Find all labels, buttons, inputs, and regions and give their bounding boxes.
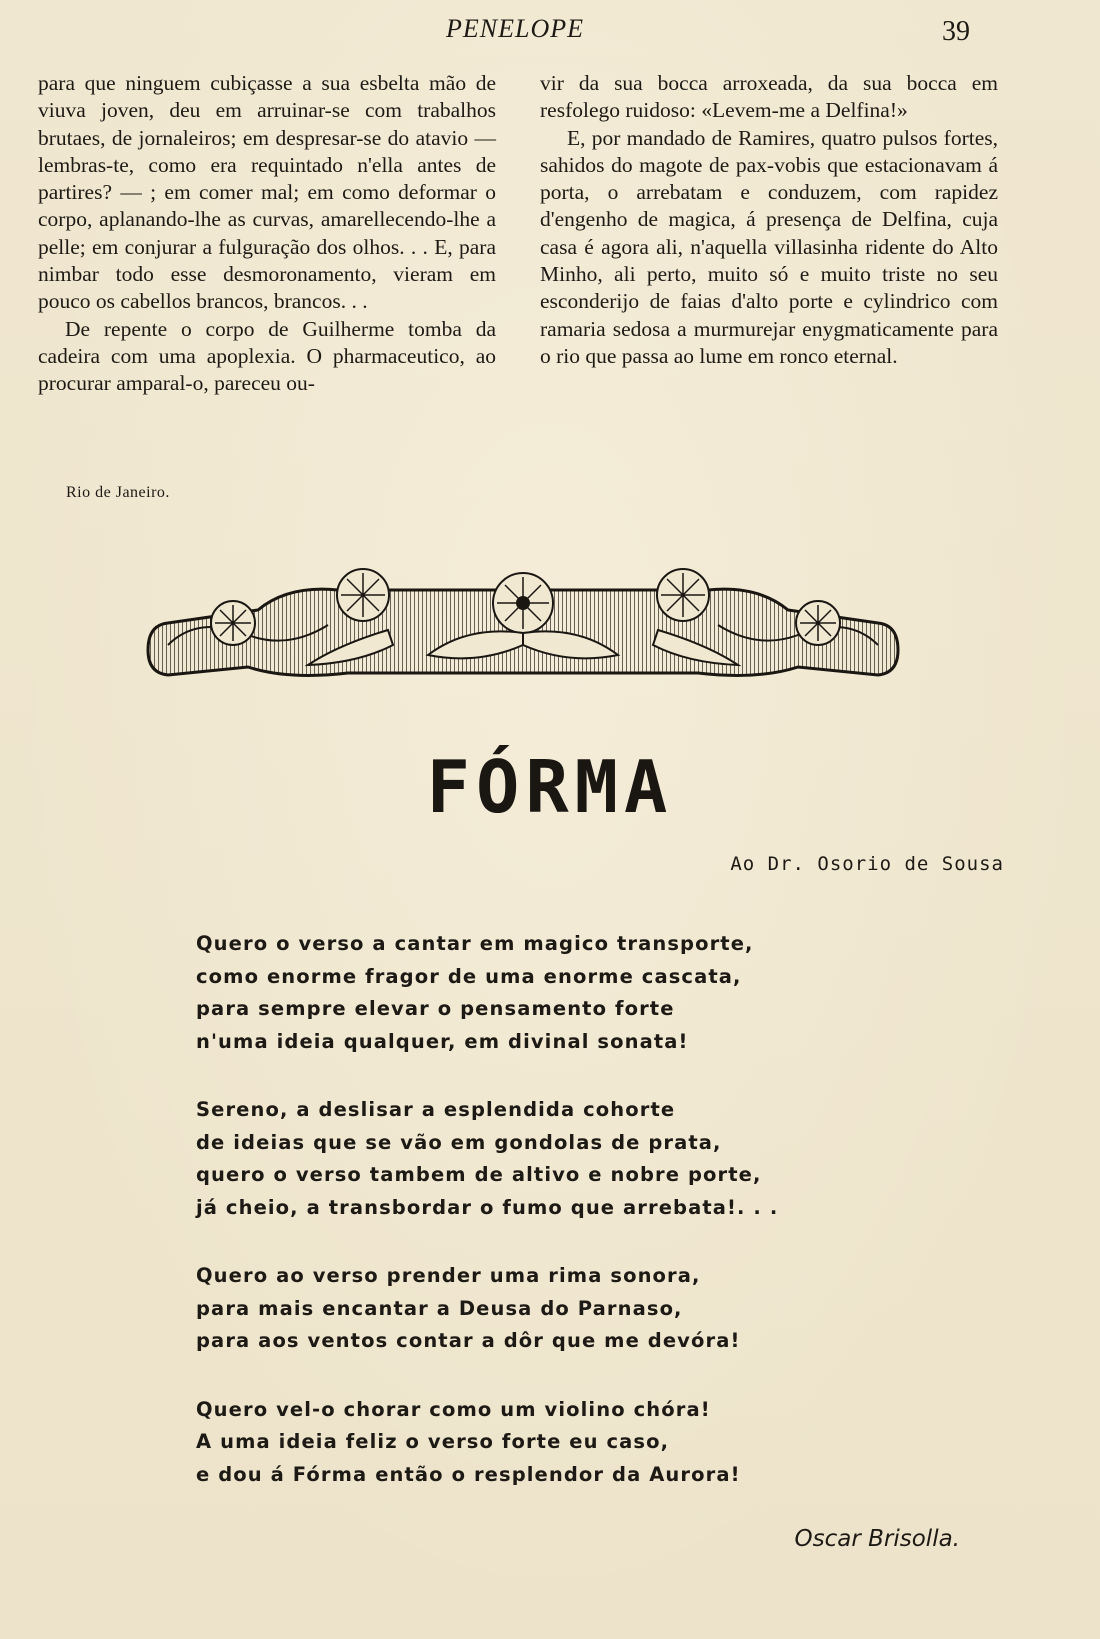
running-title: PENELOPE — [446, 14, 584, 43]
stanza-3 — [196, 1260, 916, 1358]
poem-line: e dou á Fórma então o resplendor da Aurora! — [196, 1462, 741, 1486]
poem-line: para aos ventos contar a dôr que me devóra! — [196, 1329, 741, 1352]
poem-line: A uma ideia feliz o verso forte eu caso, — [196, 1430, 670, 1453]
stanza-4 — [196, 1394, 916, 1492]
right-paragraph-2: E, por mandado de Ramires, quatro pulsos fortes, sahidos do magote de pax-vobis que estacionavam á porta, o arrebatam e conduzem, com rapidez d'engenho de magica, á presença de Delfina, cuja casa é agora ali, n'aquella villasinha ridente do Alto Minho, ali perto, muito só e muito triste no seu esconderijo de faias d'alto porte e cylindrico com ramaria sedosa a murmurejar enygmaticamente para o rio que passa ao lume em ronco eternal. — [540, 125, 998, 368]
right-paragraph-1: vir da sua bocca arroxeada, da sua bocca em resfolego ruidoso: «Levem-me a Delfina!» — [540, 71, 998, 123]
poem-line: quero o verso tambem de altivo e nobre porte, — [196, 1163, 762, 1186]
poem-line: para mais encantar a Deusa do Parnaso, — [196, 1296, 683, 1320]
left-paragraph-2: De repente o corpo de Guilherme tomba da cadeira com uma apoplexia. O pharmaceutico, ao procurar amparal-o, pareceu ou- — [38, 316, 496, 396]
poem-body — [196, 928, 916, 1527]
place-line: Rio de Janeiro. — [66, 484, 170, 501]
poem-title: FÓRMA — [426, 745, 674, 829]
poem-line: Sereno, a deslisar a esplendida cohorte — [196, 1098, 676, 1121]
floral-ornament-icon — [138, 555, 908, 695]
poem-line: n'uma ideia qualquer, em divinal sonata! — [196, 1029, 689, 1053]
right-column — [540, 70, 998, 370]
poem-author: Oscar Brisolla. — [794, 1526, 960, 1552]
poem-line: de ideias que se vão em gondolas de prata, — [196, 1130, 722, 1154]
left-column — [38, 70, 496, 398]
poem-line: como enorme fragor de uma enorme cascata, — [196, 964, 742, 988]
left-paragraph-1: para que ninguem cubiçasse a sua esbelta mão de viuva joven, deu em arruinar-se com trabalhos brutaes, de jornaleiros; em despresar-se do atavio — lembras-te, como era requintado n'ella antes de partires? — ; em comer mal; em como deformar o corpo, aplanando-lhe as curvas, amarellecendo-lhe a pelle; em conjurar a fulguração dos olhos. . . E, para nimbar todo esse desmoronamento, vieram em pouco os cabellos brancos, brancos. . . — [38, 71, 496, 314]
poem-dedication: Ao Dr. Osorio de Sousa — [730, 853, 1004, 875]
poem-line: para sempre elevar o pensamento forte — [196, 997, 675, 1020]
page-number: 39 — [942, 16, 970, 47]
poem-line: já cheio, a transbordar o fumo que arrebata!. . . — [196, 1195, 779, 1219]
stanza-2 — [196, 1094, 916, 1224]
poem-line: Quero vel-o chorar como um violino chóra! — [196, 1397, 711, 1421]
stanza-1 — [196, 928, 916, 1058]
running-head — [0, 14, 1100, 48]
poem-line: Quero o verso a cantar em magico transporte, — [196, 932, 754, 955]
poem-line: Quero ao verso prender uma rima sonora, — [196, 1264, 701, 1287]
